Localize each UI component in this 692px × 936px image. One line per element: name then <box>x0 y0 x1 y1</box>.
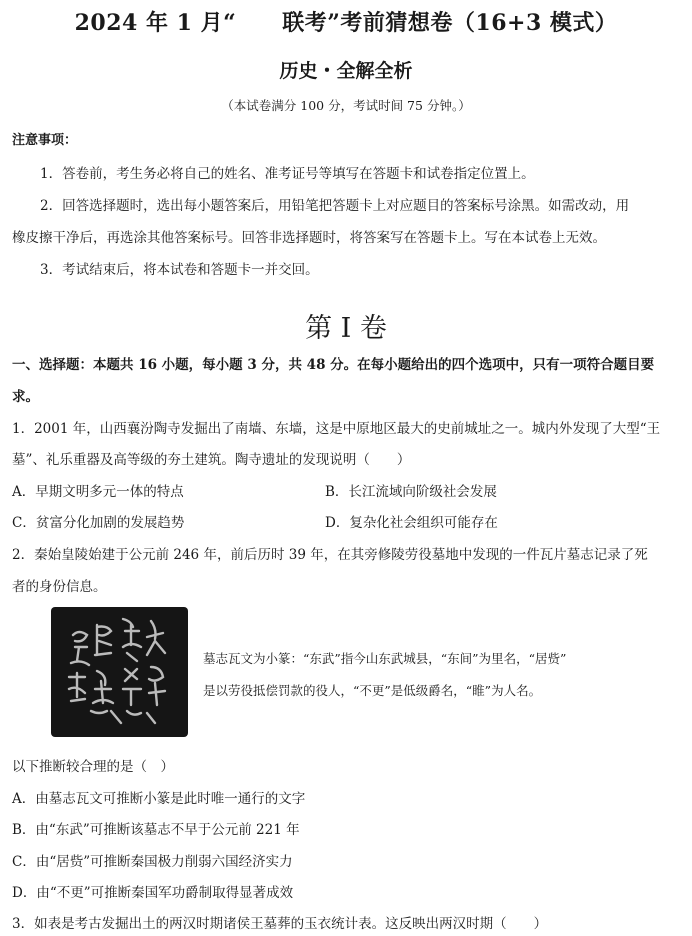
tile-inscription-image <box>51 607 188 737</box>
q1-option-a: A．早期文明多元一体的特点 <box>12 484 184 500</box>
q2-option-a: A．由墓志瓦文可推断小篆是此时唯一通行的文字 <box>12 791 306 807</box>
q2-stem-line-2: 者的身份信息。 <box>12 579 107 595</box>
notice-item-1: 1．答卷前，考生务必将自己的姓名、准考证号等填写在答题卡和试卷指定位置上。 <box>40 166 535 182</box>
notice-item-2-line-1: 2．回答选择题时，选出每小题答案后，用铅笔把答题卡上对应题目的答案标号涂黑。如需改动，用 <box>40 198 630 214</box>
q1-stem-line-2: 墓”、礼乐重器及高等级的夯土建筑。陶寺遗址的发现说明（ ） <box>12 452 411 468</box>
tile-caption-line-2: 是以劳役抵偿罚款的役人，“不更”是低级爵名，“睢”为人名。 <box>203 683 542 698</box>
q1-option-b: B．长江流域向阶级社会发展 <box>325 484 497 500</box>
exam-title <box>0 6 692 37</box>
q1-option-d: D．复杂化社会组织可能存在 <box>325 515 498 531</box>
tile-caption-line-1: 墓志瓦文为小篆：“东武”指今山东武城县，“东间”为里名，“居赀” <box>203 651 567 666</box>
exam-title-left: 2024 年 1 月“ <box>74 10 237 36</box>
section-instructions-line-1: 一、选择题：本题共 16 小题，每小题 3 分，共 48 分。在每小题给出的四个选项中，只有一项符合题目要 <box>12 357 655 373</box>
notice-item-2-line-2: 橡皮擦干净后，再选涂其他答案标号。回答非选择题时，将答案写在答题卡上。写在本试卷上无效。 <box>12 230 606 246</box>
notice-item-3: 3．考试结束后，将本试卷和答题卡一并交回。 <box>40 262 319 278</box>
q2-option-b: B．由“东武”可推断该墓志不早于公元前 221 年 <box>12 822 300 838</box>
exam-info: （本试卷满分 100 分，考试时间 75 分钟。） <box>221 98 471 113</box>
exam-subtitle: 历史・全解全析 <box>279 60 413 82</box>
volume-title: 第 I 卷 <box>305 313 387 344</box>
q2-option-d: D．由“不更”可推断秦国军功爵制取得显著成效 <box>12 885 294 901</box>
q1-option-c: C．贫富分化加剧的发展趋势 <box>12 515 185 531</box>
q2-question: 以下推断较合理的是（ ） <box>12 759 174 775</box>
section-instructions-line-2: 求。 <box>12 389 39 405</box>
q3-stem-line-1: 3．如表是考古发掘出土的两汉时期诸侯王墓葬的玉衣统计表。这反映出两汉时期（ ） <box>12 916 548 932</box>
notice-heading: 注意事项： <box>12 133 78 148</box>
q2-option-c: C．由“居赀”可推断秦国极力削弱六国经济实力 <box>12 854 293 870</box>
seal-script-strokes <box>51 607 188 737</box>
exam-title-right: 联考”考前猜想卷（16+3 模式） <box>282 10 618 36</box>
q1-stem-line-1: 1．2001 年，山西襄汾陶寺发掘出了南墙、东墙，这是中原地区最大的史前城址之一。城内外发现了大型“王 <box>12 421 661 437</box>
q2-stem-line-1: 2．秦始皇陵始建于公元前 246 年，前后历时 39 年，在其旁修陵劳役墓地中发现的一件瓦片墓志记录了死 <box>12 547 648 563</box>
